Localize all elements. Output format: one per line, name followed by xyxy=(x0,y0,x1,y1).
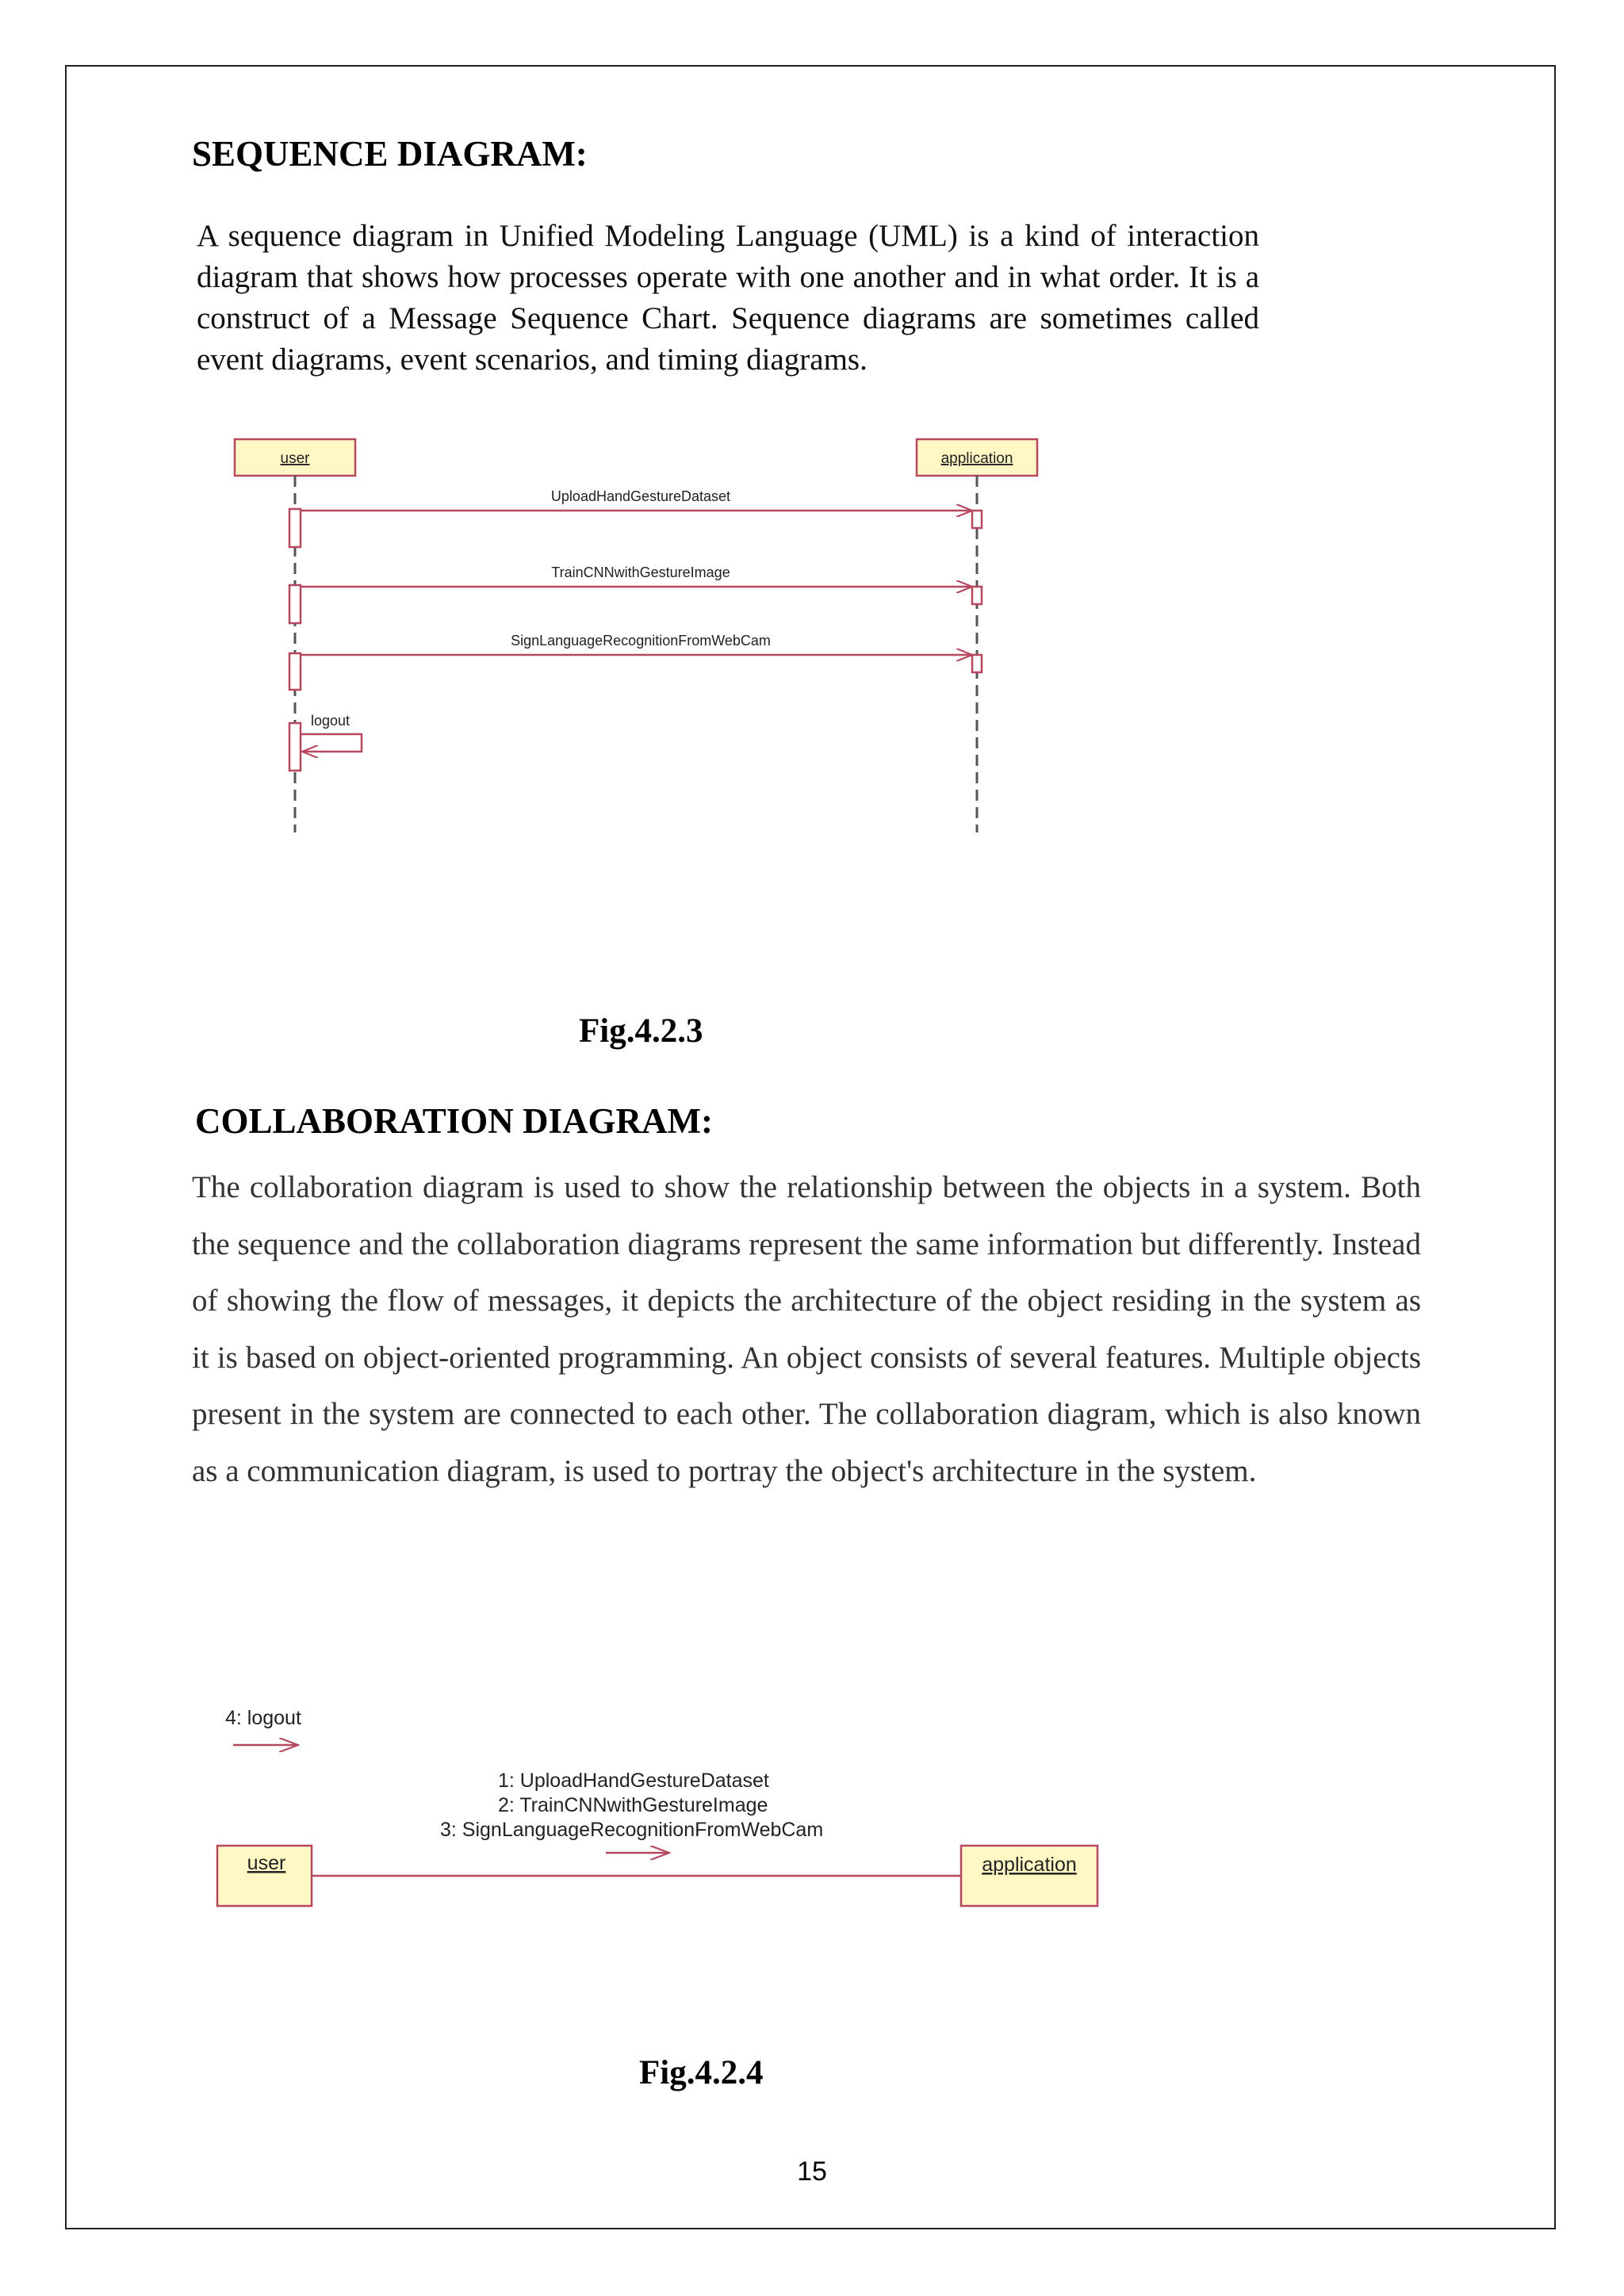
figure-caption-collaboration: Fig.4.2.4 xyxy=(639,2054,764,2091)
collaboration-heading: COLLABORATION DIAGRAM: xyxy=(195,1101,713,1141)
activation-bar xyxy=(289,585,301,623)
collab-message-label: 1: UploadHandGestureDataset xyxy=(498,1770,769,1792)
self-message-arrow xyxy=(301,734,362,752)
figure-caption-sequence: Fig.4.2.3 xyxy=(579,1012,703,1050)
sequence-heading: SEQUENCE DIAGRAM: xyxy=(192,134,588,174)
sequence-paragraph: A sequence diagram in Unified Modeling Language (UML) is a kind of interaction diagram that shows how processes operate with one another and in what order. It is a construct of a Message Sequence Chart. Sequence diagrams are sometimes called event diagrams, event scenarios, and timing diagrams. xyxy=(197,219,1259,377)
collaboration-paragraph: The collaboration diagram is used to show the relationship between the objects in a system. Both the sequence and the collaboration diagrams represent the same information but differently. Instead of showing the flow of messages, it depicts the architecture of the object residing in the system as it is based on object-oriented programming. An object consists of several features. Multiple objects present in the system are connected to each other. The collaboration diagram, which is also known as a communication diagram, is used to portray the object's architecture in the system. xyxy=(192,1170,1421,1488)
self-message-label: logout xyxy=(311,713,350,729)
page-number: 15 xyxy=(797,2156,827,2187)
collab-object-application-label: application xyxy=(982,1854,1077,1876)
collaboration-diagram xyxy=(0,1697,1624,1934)
activation-bar xyxy=(972,587,982,604)
lifeline-user-box xyxy=(235,439,355,476)
message-label: UploadHandGestureDataset xyxy=(550,488,731,504)
message-label: TrainCNNwithGestureImage xyxy=(551,564,730,580)
lifeline-application-label: application xyxy=(940,450,1013,467)
collab-object-application xyxy=(961,1846,1097,1906)
activation-bar xyxy=(972,511,982,528)
collab-object-user-label: user xyxy=(247,1852,286,1874)
activation-bar xyxy=(289,723,301,771)
collab-object-user xyxy=(217,1846,312,1906)
message-label: SignLanguageRecognitionFromWebCam xyxy=(511,633,771,649)
sequence-diagram xyxy=(0,428,1624,856)
activation-bar xyxy=(289,653,301,690)
collab-message-label: 3: SignLanguageRecognitionFromWebCam xyxy=(440,1819,824,1841)
collab-self-message-label: 4: logout xyxy=(225,1707,301,1729)
lifeline-user-label: user xyxy=(280,450,310,467)
lifeline-application-box xyxy=(917,439,1037,476)
collab-message-label: 2: TrainCNNwithGestureImage xyxy=(498,1794,768,1816)
activation-bar xyxy=(289,509,301,547)
activation-bar xyxy=(972,655,982,672)
